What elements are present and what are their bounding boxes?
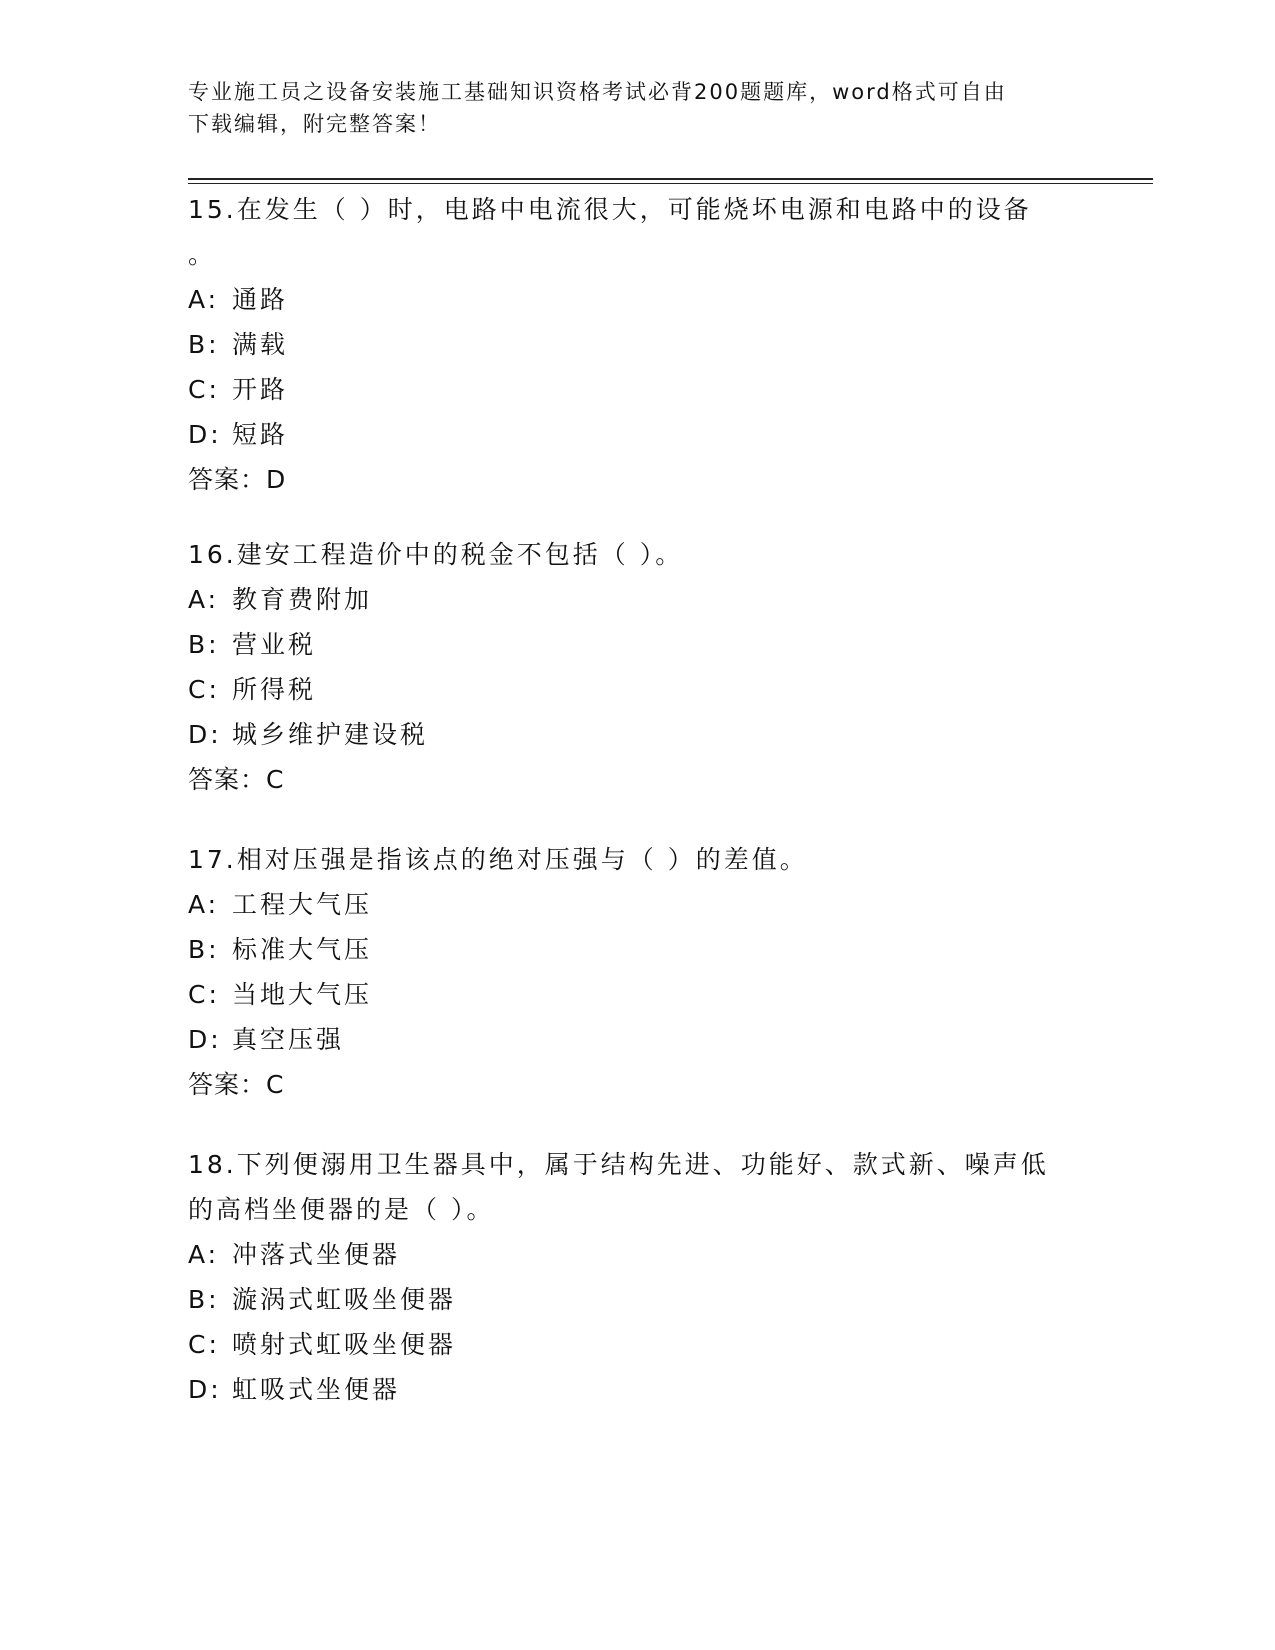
- header-divider-thin: [188, 183, 1153, 184]
- option-a: [188, 277, 1148, 322]
- question-15: [188, 187, 1148, 502]
- question-text: 15.在发生（ ）时，电路中电流很大，可能烧坏电源和电路中的设备: [188, 195, 1032, 224]
- option-text: 喷射式虹吸坐便器: [232, 1330, 457, 1359]
- option-a: [188, 577, 1148, 622]
- question-text: 17.相对压强是指该点的绝对压强与（ ）的差值。: [188, 845, 808, 874]
- option-text: 所得税: [232, 675, 317, 704]
- option-b: [188, 927, 1148, 972]
- option-letter: A:: [188, 1240, 220, 1269]
- option-letter: A:: [188, 890, 220, 919]
- question-18: [188, 1142, 1148, 1412]
- header-line-1: 专业施工员之设备安装施工基础知识资格考试必背200题题库，word格式可自由: [188, 80, 1007, 104]
- header-line-2: 下载编辑，附完整答案！: [188, 112, 441, 136]
- option-letter: C:: [188, 1330, 220, 1359]
- option-text: 虹吸式坐便器: [232, 1375, 401, 1404]
- option-a: [188, 1232, 1148, 1277]
- option-b: [188, 622, 1148, 667]
- option-text: 当地大气压: [232, 980, 373, 1009]
- document-header: [188, 76, 1068, 140]
- option-text: 标准大气压: [232, 935, 373, 964]
- option-letter: C:: [188, 675, 220, 704]
- header-divider-thick: [188, 178, 1153, 180]
- option-letter: C:: [188, 375, 220, 404]
- option-text: 短路: [232, 420, 289, 449]
- option-text: 城乡维护建设税: [232, 720, 429, 749]
- option-d: [188, 1017, 1148, 1062]
- question-text-continued: 的高档坐便器的是（ ）。: [188, 1195, 495, 1224]
- option-text: 教育费附加: [232, 585, 373, 614]
- option-letter: B:: [188, 630, 220, 659]
- option-letter: B:: [188, 330, 220, 359]
- question-16: [188, 532, 1148, 802]
- option-letter: A:: [188, 285, 220, 314]
- question-text: 16.建安工程造价中的税金不包括（ ）。: [188, 540, 684, 569]
- option-text: 冲落式坐便器: [232, 1240, 401, 1269]
- question-17: [188, 837, 1148, 1107]
- option-text: 真空压强: [232, 1025, 345, 1054]
- option-a: [188, 882, 1148, 927]
- option-d: [188, 412, 1148, 457]
- option-d: [188, 1367, 1148, 1412]
- answer: 答案：C: [188, 1070, 285, 1099]
- option-letter: B:: [188, 1285, 220, 1314]
- option-text: 漩涡式虹吸坐便器: [232, 1285, 457, 1314]
- option-b: [188, 322, 1148, 367]
- question-text-continued: 。: [188, 240, 217, 269]
- option-c: [188, 972, 1148, 1017]
- option-letter: B:: [188, 935, 220, 964]
- option-letter: A:: [188, 585, 220, 614]
- option-letter: D:: [188, 720, 222, 749]
- answer: 答案：D: [188, 465, 287, 494]
- option-text: 开路: [232, 375, 289, 404]
- option-letter: D:: [188, 420, 222, 449]
- option-c: [188, 1322, 1148, 1367]
- option-letter: C:: [188, 980, 220, 1009]
- option-letter: D:: [188, 1025, 222, 1054]
- option-text: 营业税: [232, 630, 317, 659]
- option-d: [188, 712, 1148, 757]
- option-letter: D:: [188, 1375, 222, 1404]
- question-text: 18.下列便溺用卫生器具中，属于结构先进、功能好、款式新、噪声低: [188, 1150, 1049, 1179]
- option-text: 满载: [232, 330, 289, 359]
- option-c: [188, 367, 1148, 412]
- option-text: 通路: [232, 285, 289, 314]
- answer: 答案：C: [188, 765, 285, 794]
- option-text: 工程大气压: [232, 890, 373, 919]
- option-b: [188, 1277, 1148, 1322]
- option-c: [188, 667, 1148, 712]
